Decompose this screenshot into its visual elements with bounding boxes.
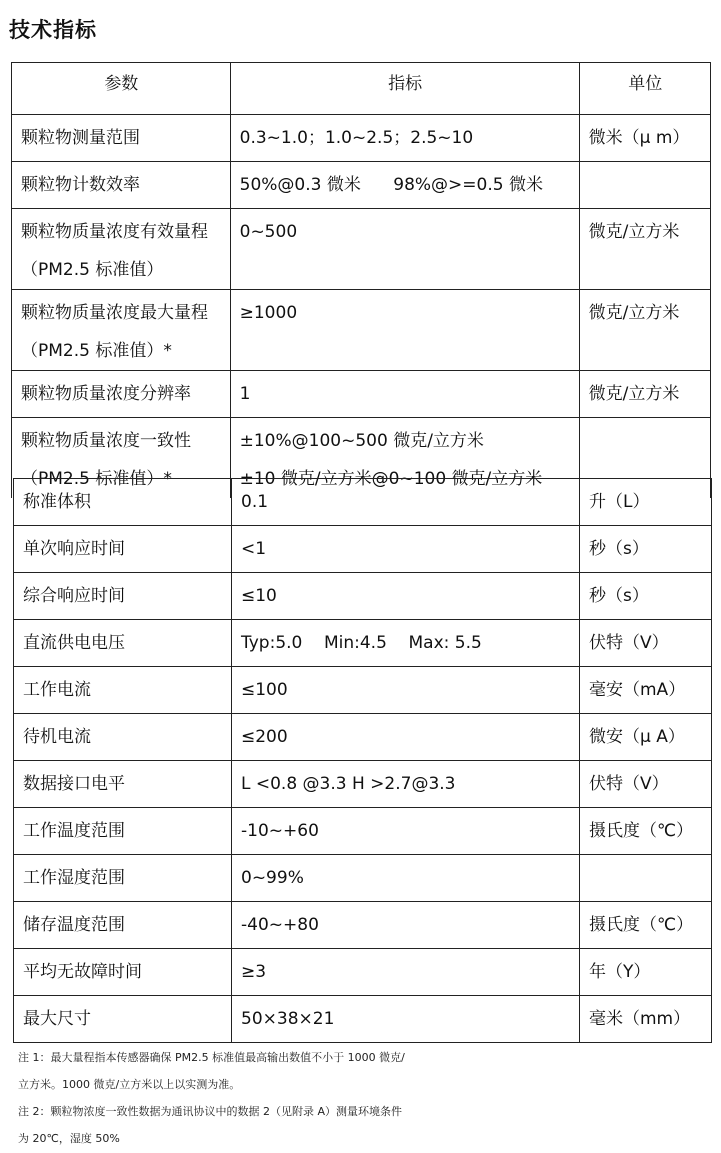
- param-cell: 颗粒物质量浓度一致性（PM2.5 标准值）*: [12, 418, 231, 499]
- spec-table-top: [11, 62, 711, 498]
- param-cell: 工作电流: [14, 667, 232, 714]
- spec-cell: ≤10: [232, 573, 580, 620]
- unit-cell: 微克/立方米: [579, 290, 710, 371]
- spec-line: ±10%@100~500 微克/立方米: [239, 431, 484, 451]
- param-cell: 单次响应时间: [14, 526, 232, 573]
- footnote-line: 注 1：最大量程指本传感器确保 PM2.5 标准值最高输出数值不小于 1000 微克/: [18, 1051, 405, 1064]
- spec-cell: ≤100: [232, 667, 580, 714]
- header-spec: 指标: [230, 63, 579, 115]
- table-row: [14, 902, 712, 949]
- table-row: [14, 526, 712, 573]
- param-cell: 颗粒物测量范围: [12, 115, 231, 162]
- spec-cell: -10~+60: [232, 808, 580, 855]
- unit-cell: 伏特（V）: [580, 620, 712, 667]
- table-row: [12, 162, 711, 209]
- param-cell: 颗粒物计数效率: [12, 162, 231, 209]
- spec-line: ±10 微克/立方米@0~100 微克/立方米: [239, 469, 543, 489]
- spec-table-bottom: [13, 478, 712, 1043]
- table-row: [12, 371, 711, 418]
- unit-cell: 秒（s）: [580, 526, 712, 573]
- table-row: [14, 996, 712, 1043]
- unit-cell: 毫米（mm）: [580, 996, 712, 1043]
- spec-cell: Typ:5.0 Min:4.5 Max: 5.5: [232, 620, 580, 667]
- param-cell: 平均无故障时间: [14, 949, 232, 996]
- param-cell: 颗粒物质量浓度分辨率: [12, 371, 231, 418]
- param-cell: 工作湿度范围: [14, 855, 232, 902]
- page-title: 技术指标: [9, 18, 97, 42]
- unit-cell: 升（L）: [580, 479, 712, 526]
- unit-cell: 微克/立方米: [579, 371, 710, 418]
- table-row: [14, 667, 712, 714]
- param-cell: 颗粒物质量浓度有效量程（PM2.5 标准值）: [12, 209, 231, 290]
- table-row: [12, 209, 711, 290]
- table-header-row: [12, 63, 711, 115]
- param-cell: 直流供电电压: [14, 620, 232, 667]
- spec-cell: 0.3~1.0；1.0~2.5；2.5~10: [230, 115, 579, 162]
- unit-cell: 秒（s）: [580, 573, 712, 620]
- unit-cell: 微安（μ A）: [580, 714, 712, 761]
- param-cell: 待机电流: [14, 714, 232, 761]
- param-cell: 颗粒物质量浓度最大量程（PM2.5 标准值）*: [12, 290, 231, 371]
- spec-cell: 50%@0.3 微米 98%@>=0.5 微米: [230, 162, 579, 209]
- param-cell: 工作温度范围: [14, 808, 232, 855]
- param-cell: 最大尺寸: [14, 996, 232, 1043]
- unit-cell: 微克/立方米: [579, 209, 710, 290]
- unit-cell: 毫安（mA）: [580, 667, 712, 714]
- spec-cell: 0.1: [232, 479, 580, 526]
- table-row: [12, 290, 711, 371]
- footnote-line: 为 20℃，湿度 50%: [18, 1132, 120, 1145]
- spec-cell: 50×38×21: [232, 996, 580, 1043]
- unit-cell: 伏特（V）: [580, 761, 712, 808]
- table-row: [14, 949, 712, 996]
- spec-cell: ≥3: [232, 949, 580, 996]
- spec-cell: -40~+80: [232, 902, 580, 949]
- spec-cell: 1: [230, 371, 579, 418]
- spec-cell: 0~500: [230, 209, 579, 290]
- header-param: 参数: [12, 63, 231, 115]
- table-row: [14, 479, 712, 526]
- footnote-line: 立方米。1000 微克/立方米以上以实测为准。: [18, 1078, 241, 1091]
- unit-cell: 摄氏度（℃）: [580, 902, 712, 949]
- footnotes: [18, 1044, 405, 1152]
- table-row: [14, 620, 712, 667]
- unit-cell: 微米（μ m）: [579, 115, 710, 162]
- unit-cell: [579, 162, 710, 209]
- spec-cell: ≥1000: [230, 290, 579, 371]
- table-row: [14, 855, 712, 902]
- table-row: [14, 808, 712, 855]
- table-row: [14, 761, 712, 808]
- spec-cell: ≤200: [232, 714, 580, 761]
- unit-cell: 摄氏度（℃）: [580, 808, 712, 855]
- spec-cell: 0~99%: [232, 855, 580, 902]
- param-cell: 储存温度范围: [14, 902, 232, 949]
- table-row: [14, 714, 712, 761]
- param-cell: 称准体积: [14, 479, 232, 526]
- table-row: [12, 115, 711, 162]
- header-unit: 单位: [579, 63, 710, 115]
- unit-cell: [580, 855, 712, 902]
- spec-cell: <1: [232, 526, 580, 573]
- table-row: [14, 573, 712, 620]
- unit-cell: 年（Y）: [580, 949, 712, 996]
- param-cell: 综合响应时间: [14, 573, 232, 620]
- spec-cell: L <0.8 @3.3 H >2.7@3.3: [232, 761, 580, 808]
- param-cell: 数据接口电平: [14, 761, 232, 808]
- footnote-line: 注 2：颗粒物浓度一致性数据为通讯协议中的数据 2（见附录 A）测量环境条件: [18, 1105, 403, 1118]
